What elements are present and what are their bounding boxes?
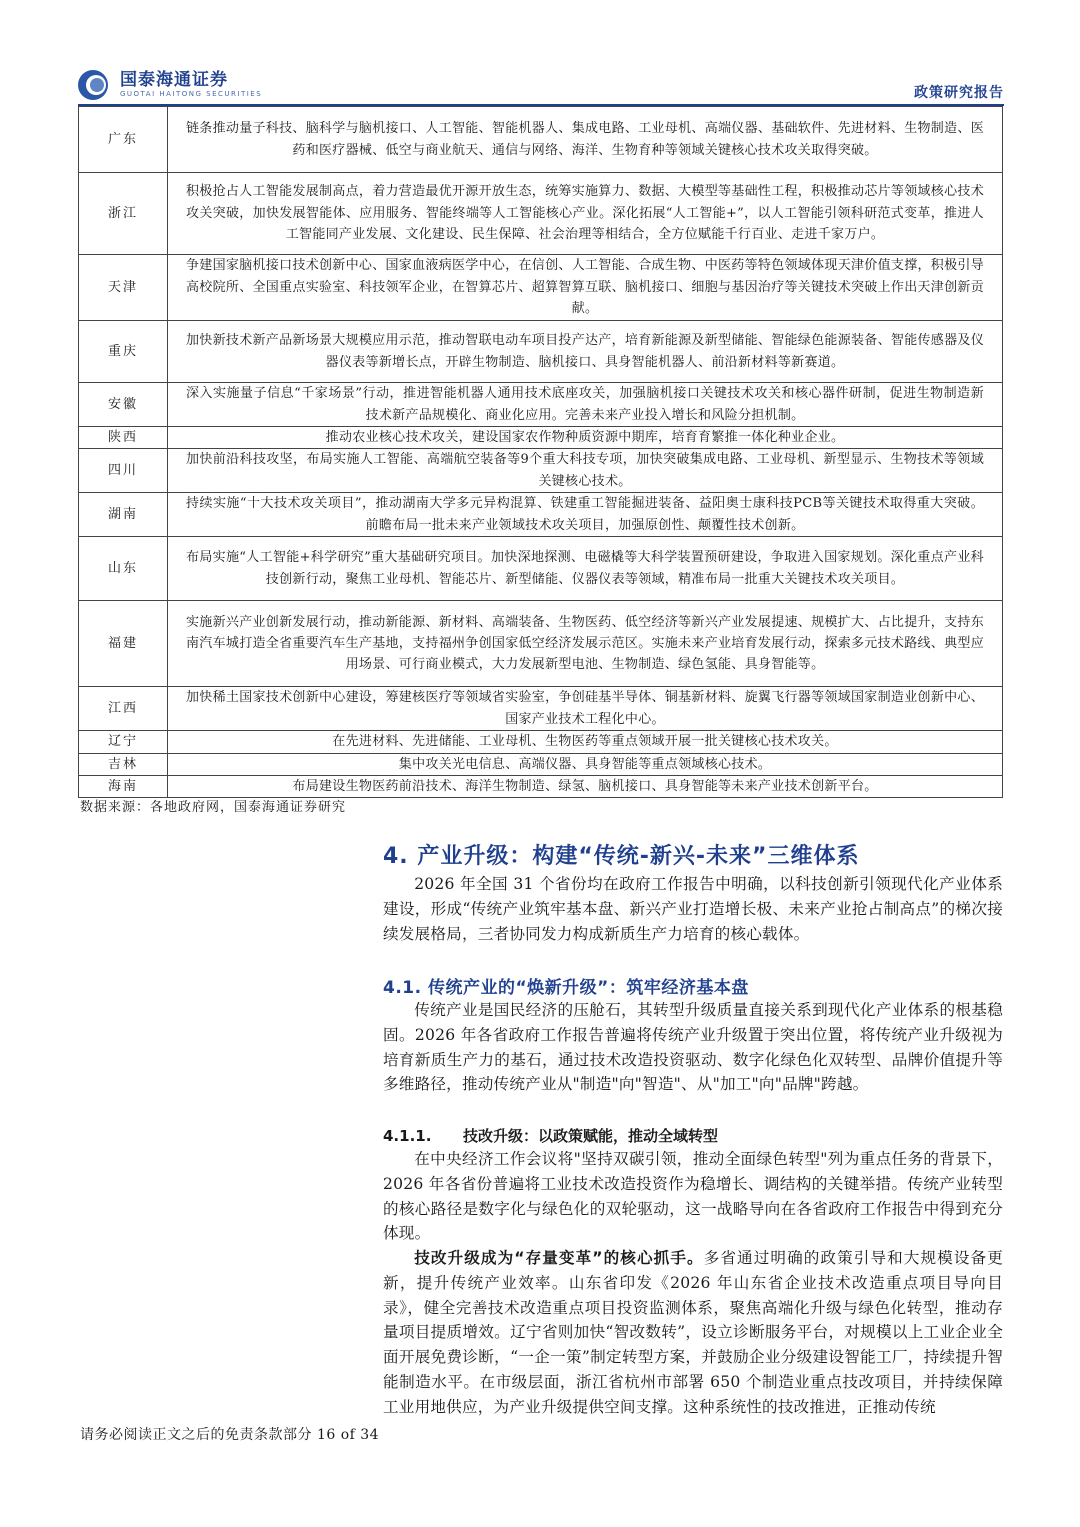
policy-text-cell: 布局实施“人工智能+科学研究”重大基础研究项目。加快深地探测、电磁橇等大科学装置预研建设，争取进入国家规划。深化重点产业科技创新行动，聚焦工业母机、智能芯片、新型储能、仪器仪表等领域，精准布局一批重大关键技术攻关项目。 xyxy=(168,537,1003,601)
table-row xyxy=(79,493,1003,537)
province-cell: 山东 xyxy=(79,537,168,601)
section-body-3 xyxy=(383,1147,1003,1246)
province-cell: 福建 xyxy=(79,601,168,687)
province-cell: 吉林 xyxy=(79,753,168,775)
policy-text-cell: 争建国家脑机接口技术创新中心、国家血液病医学中心，在信创、人工智能、合成生物、中医药等特色领域体现天津价值支撑，积极引导高校院所、全国重点实验室、科技领军企业，在智算芯片、超算智算互联、脑机接口、细胞与基因治疗等关键技术突破上作出天津创新贡献。 xyxy=(168,255,1003,321)
subsection-heading: 4.1. 传统产业的“焕新升级”：筑牢经济基本盘 xyxy=(383,978,749,998)
province-cell: 海南 xyxy=(79,776,168,798)
province-cell: 湖南 xyxy=(79,493,168,537)
table-row xyxy=(79,321,1003,383)
page-footer: 请务必阅读正文之后的免责条款部分 16 of 34 xyxy=(80,1427,380,1443)
province-table xyxy=(78,106,1003,798)
paragraph: 2026 年全国 31 个省份均在政府工作报告中明确，以科技创新引领现代化产业体系建设，形成“传统产业筑牢基本盘、新兴产业打造增长极、未来产业抢占制高点”的梯次接续发展格局，三者协同发力构成新质生产力培育的核心载体。 xyxy=(383,875,1003,943)
policy-text-cell: 加快新技术新产品新场景大规模应用示范，推动智联电动车项目投产达产，培育新能源及新型储能、智能绿色能源装备、智能传感器及仪器仪表等新增长点，开辟生物制造、脑机接口、具身智能机器人、前沿新材料等新赛道。 xyxy=(168,321,1003,383)
report-type: 政策研究报告 xyxy=(914,85,1004,101)
paragraph: 在中央经济工作会议将"坚持双碳引领，推动全面绿色转型"列为重点任务的背景下，2026 年各省份普遍将工业技术改造投资作为稳增长、调结构的关键举措。传统产业转型的核心路径是数字化与绿色化的双轮驱动，这一战略导向在各省政府工作报告中得到充分体现。 xyxy=(383,1150,1003,1243)
table-row xyxy=(79,731,1003,753)
page-header xyxy=(78,68,1004,104)
table-row xyxy=(79,776,1003,798)
paragraph: 传统产业是国民经济的压舱石，其转型升级质量直接关系到现代化产业体系的根基稳固。2026 年各省政府工作报告普遍将传统产业升级置于突出位置，将传统产业升级视为培育新质生产力的基石，通过技术改造投资驱动、数字化绿色化双转型、品牌价值提升等多维路径，推动传统产业从"制造"向"智造"、从"加工"向"品牌"跨越。 xyxy=(383,1001,1003,1094)
province-cell: 安徽 xyxy=(79,383,168,427)
paragraph-text: 多省通过明确的政策引导和大规模设备更新，提升传统产业效率。山东省印发《2026 年山东省企业技术改造重点项目导向目录》，健全完善技术改造重点项目投资监测体系，聚焦高端化升级与绿色化转型，推动存量项目提质增效。辽宁省则加快“智改数转”，设立诊断服务平台，对规模以上工业企业全面开展免费诊断，“一企一策”制定转型方案，并鼓励企业分级建设智能工厂，持续提升智能制造水平。在市级层面，浙江省杭州市部署 650 个制造业重点技改项目，并持续保障工业用地供应，为产业升级提供空间支撑。这种系统性的技改推进，正推动传统 xyxy=(383,1249,1003,1416)
section-body-2 xyxy=(383,998,1003,1097)
policy-text-cell: 加快前沿科技攻坚，布局实施人工智能、高端航空装备等9个重大科技专项，加快突破集成电路、工业母机、新型显示、生物技术等领域关键核心技术。 xyxy=(168,449,1003,493)
table-row xyxy=(79,255,1003,321)
province-cell: 浙江 xyxy=(79,173,168,255)
table-row xyxy=(79,383,1003,427)
policy-text-cell: 积极抢占人工智能发展制高点，着力营造最优开源开放生态，统筹实施算力、数据、大模型等基础性工程，积极推动芯片等领域核心技术攻关突破，加快发展智能体、应用服务、智能终端等人工智能核心产业。深化拓展“人工智能+”，以人工智能引领科研范式变革，推进人工智能同产业发展、文化建设、民生保障、社会治理等相结合，全方位赋能千行百业、走进千家万户。 xyxy=(168,173,1003,255)
policy-text-cell: 布局建设生物医药前沿技术、海洋生物制造、绿氢、脑机接口、具身智能等未来产业技术创新平台。 xyxy=(168,776,1003,798)
policy-text-cell: 在先进材料、先进储能、工业母机、生物医药等重点领域开展一批关键核心技术攻关。 xyxy=(168,731,1003,753)
table-row xyxy=(79,687,1003,731)
table-row xyxy=(79,427,1003,449)
table-row xyxy=(79,753,1003,775)
section-body-4 xyxy=(383,1246,1003,1420)
policy-text-cell: 深入实施量子信息“千家场景”行动，推进智能机器人通用技术底座攻关，加强脑机接口关键技术攻关和核心器件研制，促进生物制造新技术新产品规模化、商业化应用。完善未来产业投入增长和风险分担机制。 xyxy=(168,383,1003,427)
province-cell: 辽宁 xyxy=(79,731,168,753)
heading-number: 4.1.1. xyxy=(383,1127,432,1145)
lead-sentence: 技改升级成为“存量变革”的核心抓手。 xyxy=(414,1249,704,1267)
policy-text-cell: 集中攻关光电信息、高端仪器、具身智能等重点领域核心技术。 xyxy=(168,753,1003,775)
subsubsection-heading xyxy=(383,1125,1003,1146)
policy-text-cell: 持续实施“十大技术攻关项目”，推动湖南大学多元异构混算、铁建重工智能掘进装备、益阳奥士康科技PCB等关键技术取得重大突破。前瞻布局一批未来产业领域技术攻关项目，加强原创性、颠覆性技术创新。 xyxy=(168,493,1003,537)
table-row xyxy=(79,449,1003,493)
province-cell: 重庆 xyxy=(79,321,168,383)
section-heading: 4. 产业升级：构建“传统-新兴-未来”三维体系 xyxy=(383,844,860,869)
province-cell: 陕西 xyxy=(79,427,168,449)
province-cell: 四川 xyxy=(79,449,168,493)
section-body-1 xyxy=(383,872,1003,946)
logo-icon xyxy=(78,70,118,100)
policy-text-cell: 加快稀土国家技术创新中心建设，筹建核医疗等领域省实验室，争创硅基半导体、铜基新材料、旋翼飞行器等领域国家制造业创新中心、国家产业技术工程化中心。 xyxy=(168,687,1003,731)
logo-name-cn: 国泰海通证券 xyxy=(120,70,228,90)
data-source: 数据来源：各地政府网，国泰海通证券研究 xyxy=(80,800,347,815)
province-cell: 江西 xyxy=(79,687,168,731)
table-row xyxy=(79,173,1003,255)
heading-text: 技改升级：以政策赋能，推动全域转型 xyxy=(463,1127,719,1145)
company-logo xyxy=(78,70,262,100)
province-cell: 天津 xyxy=(79,255,168,321)
logo-name-en: GUOTAI HAITONG SECURITIES xyxy=(120,90,263,98)
table-row xyxy=(79,537,1003,601)
paragraph xyxy=(383,1246,1003,1420)
policy-text-cell: 链条推动量子科技、脑科学与脑机接口、人工智能、智能机器人、集成电路、工业母机、高端仪器、基础软件、先进材料、生物制造、医药和医疗器械、低空与商业航天、通信与网络、海洋、生物育种等领域关键核心技术攻关取得突破。 xyxy=(168,107,1003,173)
policy-text-cell: 实施新兴产业创新发展行动，推动新能源、新材料、高端装备、生物医药、低空经济等新兴产业发展提速、规模扩大、占比提升，支持东南汽车城打造全省重要汽车生产基地，支持福州争创国家低空经济发展示范区。实施未来产业培育发展行动，探索多元技术路线、典型应用场景、可行商业模式，大力发展新型电池、生物制造、绿色氢能、具身智能等。 xyxy=(168,601,1003,687)
table-row xyxy=(79,601,1003,687)
policy-text-cell: 推动农业核心技术攻关，建设国家农作物种质资源中期库，培育育繁推一体化种业企业。 xyxy=(168,427,1003,449)
province-cell: 广东 xyxy=(79,107,168,173)
table-row xyxy=(79,107,1003,173)
